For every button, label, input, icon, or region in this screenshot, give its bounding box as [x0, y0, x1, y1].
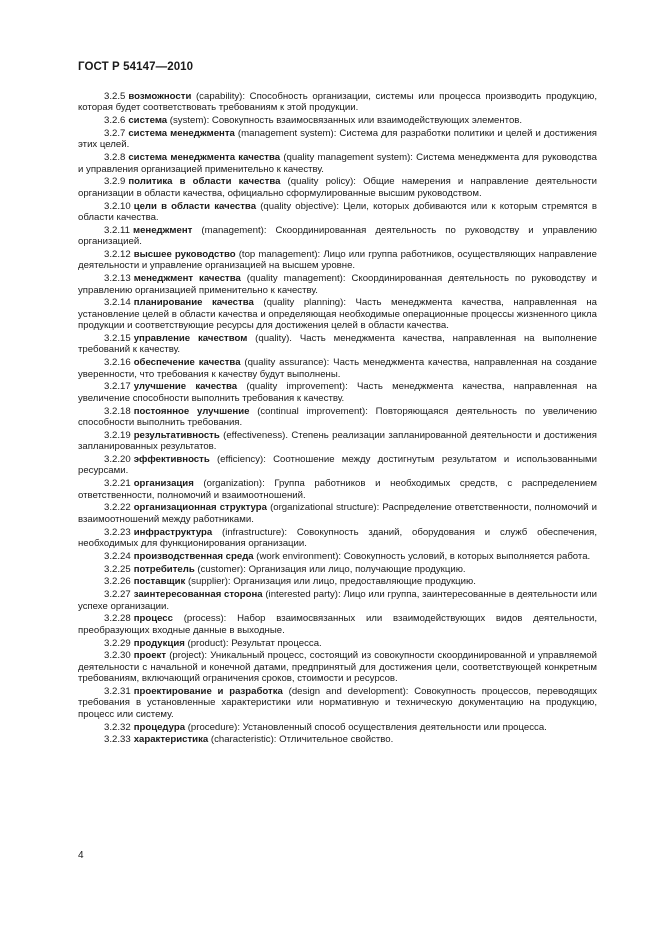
definition-text: (procedure): Установленный способ осуществления деятельности или процесса. [185, 721, 547, 733]
definition-text: (work environment): Совокупность условий, в которых выполняется работа. [253, 550, 591, 562]
definition-item [78, 454, 597, 477]
definition-text: (organization): Группа работников и необходимых средств, с распределением ответственности, полномочий и взаимоотношений. [78, 478, 597, 501]
definition-term: возможности [128, 91, 192, 102]
definition-item [78, 406, 597, 429]
definition-term: организация [133, 478, 194, 490]
definition-text: (organizational structure): Распределение ответственности, полномочий и взаимоотношений между работниками. [78, 502, 597, 525]
definition-number: 3.2.29 [104, 637, 131, 649]
definition-item [78, 502, 597, 525]
definition-term: процесс [133, 613, 173, 625]
definition-item [78, 589, 597, 612]
definition-item [78, 576, 597, 587]
definitions-list [78, 91, 597, 747]
definition-number: 3.2.25 [104, 563, 131, 575]
definition-term: результативность [133, 429, 220, 441]
document-code: ГОСТ Р 54147—2010 [78, 61, 194, 73]
definition-item [78, 201, 597, 224]
definition-text: (capability): Способность организации, системы или процесса производить продукцию, которая будет соответствовать требованиям к этой продукции. [78, 91, 597, 114]
definition-text: (quality policy): Общие намерения и направление деятельности организации в области качества, официально сформулированные высшим руководством. [78, 176, 598, 199]
definition-term: проект [133, 650, 167, 662]
page-number: 4 [78, 850, 84, 861]
definition-number: 3.2.14 [104, 297, 131, 309]
definition-text: (quality improvement): Часть менеджмента качества, направленная на увеличение способности выполнить требования к качеству. [78, 381, 597, 404]
definition-item [78, 686, 597, 720]
definition-item [78, 333, 597, 356]
definition-text: (quality). Часть менеджмента качества, направленная на выполнение требований к качеству. [78, 333, 597, 356]
definition-item [78, 722, 597, 733]
definition-number: 3.2.27 [104, 589, 131, 601]
definition-term: процедура [133, 721, 186, 733]
definition-term: заинтересованная сторона [133, 589, 263, 601]
definition-term: система [128, 115, 168, 127]
definition-item [78, 527, 597, 550]
definition-item [78, 650, 597, 684]
definition-text: (efficiency): Соотношение между достигнутым результатом и использованными ресурсами. [78, 454, 597, 477]
definition-item [78, 249, 597, 272]
definition-term: управление качеством [133, 333, 248, 345]
definition-term: постоянное улучшение [133, 405, 250, 417]
definition-term: политика в области качества [128, 176, 281, 188]
definition-text: (effectiveness). Степень реализации запланированной деятельности и достижения запланированных результатов. [78, 429, 597, 453]
definition-term: планирование качества [133, 297, 254, 309]
definition-text: (infrastructure): Совокупность зданий, оборудования и служб обеспечения, необходимых для функционирования организации. [78, 526, 597, 550]
definition-item [78, 564, 597, 575]
definition-term: улучшение качества [133, 381, 238, 393]
definition-item [78, 152, 597, 175]
definition-text: (quality management): Скоординированная деятельность по руководству и управлению организацией применительно к качеству. [78, 273, 597, 296]
definition-term: эффективность [133, 454, 210, 466]
definition-term: производственная среда [133, 550, 254, 562]
definition-term: поставщик [133, 576, 186, 588]
definition-text: (process): Набор взаимосвязанных или взаимодействующих видов деятельности, преобразующих входные данные в выходные. [78, 613, 597, 636]
definition-term: характеристика [133, 734, 209, 746]
definition-number: 3.2.30 [104, 650, 131, 662]
definition-text: (customer): Организация или лицо, получающие продукцию. [194, 563, 466, 575]
definition-item [78, 273, 597, 296]
definition-item [78, 478, 597, 501]
definition-number: 3.2.33 [104, 734, 131, 746]
definition-text: (product): Результат процесса. [184, 637, 322, 649]
definition-number: 3.2.19 [104, 429, 131, 441]
definition-number: 3.2.10 [104, 200, 131, 212]
definition-text: (quality assurance): Часть менеджмента качества, направленная на создание уверенности, что требования к качеству будут выполнены. [78, 357, 597, 380]
definition-number: 3.2.24 [104, 550, 131, 562]
definition-text: (project): Уникальный процесс, состоящий из совокупности скоординированной и управляемой деятельности с начальной и конечной датами, предпринятый для достижения цели, соответствующей конкретным требованиям, включающий ограничения сроков, стоимости и ресурсов. [78, 650, 597, 685]
definition-number: 3.2.8 [104, 152, 126, 164]
definition-item [78, 128, 597, 151]
definition-text: (quality objective): Цели, которых добиваются или к которым стремятся в области качества. [78, 200, 597, 224]
definition-number: 3.2.18 [104, 405, 131, 417]
definition-number: 3.2.28 [104, 613, 131, 625]
definition-item [78, 638, 597, 649]
definition-text: (management system): Система для разработки политики и целей и достижения этих целей. [78, 128, 597, 151]
definition-number: 3.2.22 [104, 502, 131, 514]
definition-item [78, 551, 597, 562]
definition-item [78, 613, 597, 636]
definition-number: 3.2.7 [104, 128, 126, 139]
definition-term: система менеджмента качества [128, 152, 281, 164]
definition-number: 3.2.23 [104, 526, 131, 538]
definition-term: продукция [133, 637, 185, 649]
definition-number: 3.2.9 [104, 176, 126, 188]
definition-number: 3.2.11 [104, 224, 130, 236]
definition-text: (quality planning): Часть менеджмента качества, направленная на установление целей в области качества и определяющая необходимые операционные процессы жизненного цикла продукции и соответствующие ресурсы для достижения целей в области качества. [78, 297, 597, 332]
definition-item [78, 430, 597, 453]
definition-term: организационная структура [133, 502, 267, 514]
definition-term: потребитель [133, 563, 195, 575]
definition-term: система менеджмента [128, 128, 235, 139]
definition-number: 3.2.32 [104, 721, 131, 733]
definition-item [78, 176, 597, 199]
definition-number: 3.2.20 [104, 454, 131, 466]
definition-text: (continual improvement): Повторяющаяся деятельность по увеличению способности выполнить требования. [78, 405, 597, 429]
definition-item [78, 357, 597, 380]
definition-number: 3.2.5 [104, 91, 126, 102]
definition-item [78, 734, 597, 745]
definition-number: 3.2.6 [104, 115, 126, 127]
definition-term: инфраструктура [133, 526, 213, 538]
definition-text: (characteristic): Отличительное свойство. [208, 734, 394, 746]
definition-term: обеспечение качества [133, 357, 241, 369]
definition-number: 3.2.31 [104, 686, 131, 698]
definition-number: 3.2.16 [104, 357, 131, 369]
definition-term: цели в области качества [133, 200, 257, 212]
definition-item [78, 381, 597, 404]
definition-text: (supplier): Организация или лицо, предоставляющие продукцию. [185, 576, 476, 588]
definition-text: (system): Совокупность взаимосвязанных или взаимодействующих элементов. [167, 115, 523, 127]
definition-text: (quality management system): Система менеджмента для руководства и управления организацией применительно к качеству. [78, 152, 597, 175]
definition-term: проектирование и разработка [133, 686, 283, 698]
definition-number: 3.2.12 [104, 249, 131, 261]
definition-number: 3.2.15 [104, 333, 131, 345]
definition-term: менеджмент качества [133, 273, 241, 285]
definition-text: (top management): Лицо или группа работников, осуществляющих направление деятельности и управление организацией на высшем уровне. [78, 249, 597, 272]
definition-number: 3.2.26 [104, 576, 131, 588]
definition-number: 3.2.17 [104, 381, 131, 393]
definition-item [78, 115, 597, 126]
definition-text: (management): Скоординированная деятельность по руководству и управлению организацией. [78, 224, 597, 248]
definition-text: (design and development): Совокупность процессов, переводящих требования в установленные характеристики или нормативную и техническую документацию на продукцию, процесс или систему. [78, 686, 598, 720]
definition-number: 3.2.21 [104, 478, 131, 490]
definition-text: (interested party): Лицо или группа, заинтересованные в деятельности или успехе организации. [78, 589, 597, 612]
definition-term: менеджмент [132, 224, 193, 236]
definition-item [78, 225, 597, 248]
definition-term: высшее руководство [133, 249, 236, 261]
definition-number: 3.2.13 [104, 273, 131, 285]
definition-item [78, 297, 597, 331]
definition-item [78, 91, 597, 114]
